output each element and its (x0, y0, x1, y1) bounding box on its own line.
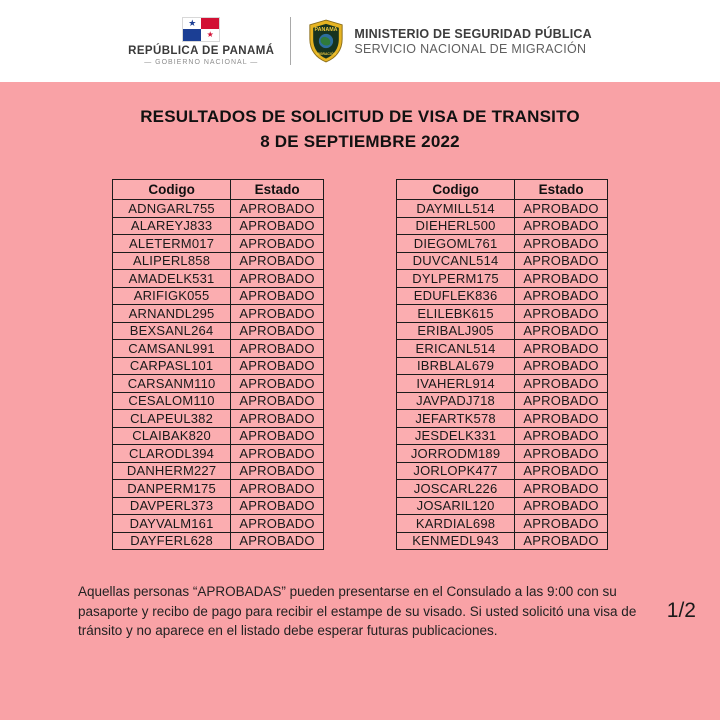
svg-text:PANAMA: PANAMA (314, 27, 338, 34)
code-cell: JORLOPK477 (397, 462, 515, 480)
table-row (113, 217, 324, 235)
code-cell: DAYVALM161 (113, 515, 231, 533)
ministry-logo-block (307, 19, 591, 63)
table-row (397, 322, 608, 340)
code-cell: DYLPERM175 (397, 270, 515, 288)
flag-red-star: ★ (201, 29, 219, 41)
code-cell: JAVPADJ718 (397, 392, 515, 410)
status-cell: APROBADO (515, 445, 608, 463)
status-cell: APROBADO (231, 235, 324, 253)
status-cell: APROBADO (515, 357, 608, 375)
table-row (397, 200, 608, 218)
document-body (0, 82, 720, 720)
status-cell: APROBADO (231, 532, 324, 550)
migration-shield-icon (307, 19, 345, 63)
status-cell: APROBADO (515, 427, 608, 445)
page-title (140, 104, 580, 154)
table-row (397, 497, 608, 515)
table-row (397, 480, 608, 498)
code-cell: ARNANDL295 (113, 305, 231, 323)
status-cell: APROBADO (515, 462, 608, 480)
table-row (397, 235, 608, 253)
republic-title: REPÚBLICA DE PANAMÁ (128, 44, 275, 57)
table-row (113, 410, 324, 428)
table-row (397, 445, 608, 463)
table-row (397, 287, 608, 305)
table-row (113, 497, 324, 515)
code-cell: DANHERM227 (113, 462, 231, 480)
code-cell: DAVPERL373 (113, 497, 231, 515)
status-cell: APROBADO (515, 375, 608, 393)
table-row (113, 252, 324, 270)
code-cell: CLAIBAK820 (113, 427, 231, 445)
republic-subtitle: — GOBIERNO NACIONAL — (144, 58, 259, 66)
table-row (113, 462, 324, 480)
ministry-text (354, 27, 591, 56)
table-row (113, 427, 324, 445)
status-cell: APROBADO (515, 532, 608, 550)
table-row (113, 392, 324, 410)
status-cell: APROBADO (231, 427, 324, 445)
column-header: Codigo (113, 180, 231, 200)
table-row (113, 235, 324, 253)
table-row (113, 305, 324, 323)
code-cell: IBRBLAL679 (397, 357, 515, 375)
status-cell: APROBADO (515, 287, 608, 305)
header-row (397, 180, 608, 200)
status-cell: APROBADO (515, 497, 608, 515)
code-cell: DIEHERL500 (397, 217, 515, 235)
column-header: Estado (231, 180, 324, 200)
status-cell: APROBADO (515, 515, 608, 533)
code-cell: JOSARIL120 (397, 497, 515, 515)
code-cell: DAYFERL628 (113, 532, 231, 550)
status-cell: APROBADO (231, 497, 324, 515)
code-cell: ADNGARL755 (113, 200, 231, 218)
table-row (113, 322, 324, 340)
status-cell: APROBADO (515, 217, 608, 235)
table-row (113, 375, 324, 393)
code-cell: CARSANM110 (113, 375, 231, 393)
status-cell: APROBADO (515, 340, 608, 358)
results-table-right (396, 179, 608, 550)
title-line-2: 8 DE SEPTIEMBRE 2022 (260, 132, 460, 151)
results-table-left (112, 179, 324, 550)
status-cell: APROBADO (515, 480, 608, 498)
status-cell: APROBADO (231, 357, 324, 375)
table-row (397, 410, 608, 428)
footer (0, 582, 720, 641)
status-cell: APROBADO (231, 200, 324, 218)
code-cell: JORRODM189 (397, 445, 515, 463)
code-cell: CLAPEUL382 (113, 410, 231, 428)
code-cell: ERIBALJ905 (397, 322, 515, 340)
table-row (397, 357, 608, 375)
flag-blue-quadrant (183, 29, 201, 41)
code-cell: CAMSANL991 (113, 340, 231, 358)
results-tables (112, 179, 608, 550)
table-row (397, 305, 608, 323)
code-cell: CESALOM110 (113, 392, 231, 410)
table-row (397, 270, 608, 288)
code-cell: CARPASL101 (113, 357, 231, 375)
table-row (113, 200, 324, 218)
code-cell: JEFARTK578 (397, 410, 515, 428)
title-line-1: RESULTADOS DE SOLICITUD DE VISA DE TRANSITO (140, 107, 580, 126)
table-row (397, 462, 608, 480)
code-cell: AMADELK531 (113, 270, 231, 288)
code-cell: CLARODL394 (113, 445, 231, 463)
code-cell: DIEGOML761 (397, 235, 515, 253)
ministry-name: MINISTERIO DE SEGURIDAD PÚBLICA (354, 26, 592, 41)
status-cell: APROBADO (231, 270, 324, 288)
status-cell: APROBADO (231, 445, 324, 463)
table-row (397, 340, 608, 358)
status-cell: APROBADO (231, 410, 324, 428)
status-cell: APROBADO (515, 410, 608, 428)
table-row (113, 445, 324, 463)
status-cell: APROBADO (515, 270, 608, 288)
status-cell: APROBADO (515, 392, 608, 410)
status-cell: APROBADO (231, 480, 324, 498)
table-row (397, 515, 608, 533)
table-row (397, 375, 608, 393)
status-cell: APROBADO (515, 235, 608, 253)
code-cell: EDUFLEK836 (397, 287, 515, 305)
status-cell: APROBADO (515, 252, 608, 270)
table-row (113, 532, 324, 550)
code-cell: KENMEDL943 (397, 532, 515, 550)
column-header: Estado (515, 180, 608, 200)
status-cell: APROBADO (231, 322, 324, 340)
status-cell: APROBADO (515, 305, 608, 323)
table-row (397, 532, 608, 550)
table-row (113, 480, 324, 498)
table-row (397, 427, 608, 445)
table-row (397, 252, 608, 270)
code-cell: ERICANL514 (397, 340, 515, 358)
header-divider (290, 17, 291, 65)
status-cell: APROBADO (231, 252, 324, 270)
header-row (113, 180, 324, 200)
footer-note: Aquellas personas “APROBADAS” pueden presentarse en el Consulado a las 9:00 con su pasaporte y recibo de pago para recibir el estampe de su visado. Si usted solicitó una visa de tránsito y no aparece en el listado debe esperar futuras publicaciones. (78, 584, 637, 638)
code-cell: ARIFIGK055 (113, 287, 231, 305)
page-indicator: 1/2 (666, 599, 696, 623)
table-row (113, 340, 324, 358)
header (0, 0, 720, 82)
code-cell: ALIPERL858 (113, 252, 231, 270)
status-cell: APROBADO (515, 200, 608, 218)
migration-service-name: SERVICIO NACIONAL DE MIGRACIÓN (354, 41, 587, 56)
code-cell: ALETERM017 (113, 235, 231, 253)
status-cell: APROBADO (515, 322, 608, 340)
code-cell: DANPERM175 (113, 480, 231, 498)
code-cell: ALAREYJ833 (113, 217, 231, 235)
table-row (113, 515, 324, 533)
code-cell: JOSCARL226 (397, 480, 515, 498)
flag-red-quadrant (201, 18, 219, 30)
table-row (113, 287, 324, 305)
republic-logo (128, 17, 274, 66)
table-row (397, 217, 608, 235)
flag-blue-star: ★ (183, 18, 201, 30)
code-cell: KARDIAL698 (397, 515, 515, 533)
status-cell: APROBADO (231, 340, 324, 358)
code-cell: JESDELK331 (397, 427, 515, 445)
status-cell: APROBADO (231, 392, 324, 410)
code-cell: ELILEBK615 (397, 305, 515, 323)
code-cell: BEXSANL264 (113, 322, 231, 340)
status-cell: APROBADO (231, 375, 324, 393)
table-row (113, 357, 324, 375)
status-cell: APROBADO (231, 305, 324, 323)
code-cell: DAYMILL514 (397, 200, 515, 218)
column-header: Codigo (397, 180, 515, 200)
status-cell: APROBADO (231, 462, 324, 480)
panama-flag-icon (182, 17, 220, 42)
status-cell: APROBADO (231, 515, 324, 533)
table-row (397, 392, 608, 410)
svg-text:MIGRACIÓN: MIGRACIÓN (316, 51, 337, 56)
code-cell: IVAHERL914 (397, 375, 515, 393)
status-cell: APROBADO (231, 287, 324, 305)
code-cell: DUVCANL514 (397, 252, 515, 270)
table-row (113, 270, 324, 288)
status-cell: APROBADO (231, 217, 324, 235)
